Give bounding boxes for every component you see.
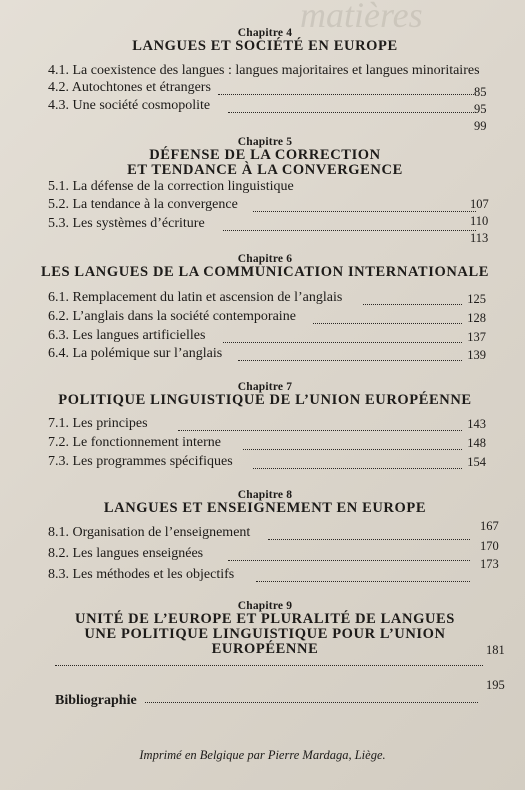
colophon: Imprimé en Belgique par Pierre Mardaga, Liège. [139, 748, 386, 762]
page-number: 139 [467, 348, 486, 362]
chapter-8-heading [40, 489, 490, 516]
chapter-number: Chapitre 8 [237, 489, 293, 501]
page-number: 85 [474, 85, 487, 99]
toc-entry-5-2[interactable] [48, 197, 486, 215]
toc-entry-8-2[interactable] [48, 546, 486, 564]
dot-leader [223, 342, 462, 343]
toc-entry-6-2[interactable] [48, 309, 486, 327]
dot-leader [253, 211, 476, 212]
page-number: 113 [470, 231, 489, 245]
chapter-title-line-2: ET TENDANCE À LA CONVERGENCE [127, 162, 403, 178]
dot-leader [145, 702, 478, 703]
entry-label: 6.1. Remplacement du latin et ascension de l’anglais [48, 290, 343, 305]
page-number: 173 [480, 557, 499, 571]
entry-label: 5.2. La tendance à la convergence [48, 197, 238, 212]
entry-label: 8.1. Organisation de l’enseignement [48, 525, 251, 540]
toc-entry-6-3[interactable] [48, 328, 486, 346]
page-number: 95 [474, 102, 487, 116]
toc-entry-4-2[interactable] [48, 80, 486, 98]
chapter-title: POLITIQUE LINGUISTIQUE DE L’UNION EUROPÉENNE [58, 392, 472, 408]
page-number: 167 [480, 519, 499, 533]
entry-label: 5.3. Les systèmes d’écriture [48, 216, 205, 231]
chapter-6-heading [40, 253, 490, 280]
page-number: 148 [467, 436, 486, 450]
page-number: 137 [467, 330, 486, 344]
toc-entry-chapter-9[interactable] [55, 651, 483, 669]
toc-entry-6-1[interactable] [48, 290, 486, 308]
entry-label: 4.1. La coexistence des langues : langues majoritaires et langues minoritaires [48, 63, 480, 78]
dot-leader [313, 323, 462, 324]
toc-entry-8-3[interactable] [48, 567, 486, 585]
entry-label: 7.1. Les principes [48, 416, 148, 431]
chapter-number: Chapitre 6 [237, 253, 293, 265]
bleed-through-text: matières [300, 0, 423, 35]
chapter-number: Chapitre 7 [237, 381, 293, 393]
entry-label: 7.3. Les programmes spécifiques [48, 454, 233, 469]
chapter-title-line-1: UNITÉ DE L’EUROPE ET PLURALITÉ DE LANGUES [75, 611, 455, 627]
dot-leader [55, 665, 483, 666]
dot-leader [228, 112, 476, 113]
toc-entry-4-3[interactable] [48, 98, 486, 116]
toc-entry-5-1[interactable] [48, 179, 486, 197]
chapter-7-heading [40, 381, 490, 408]
toc-entry-7-2[interactable] [48, 435, 486, 453]
dot-leader [268, 539, 470, 540]
toc-entry-7-1[interactable] [48, 416, 486, 434]
page-number: 99 [474, 119, 487, 133]
dot-leader [218, 94, 476, 95]
page-number: 154 [467, 455, 486, 469]
entry-label: 8.3. Les méthodes et les objectifs [48, 567, 235, 582]
toc-entry-6-4[interactable] [48, 346, 486, 364]
entry-label: 4.3. Une société cosmopolite [48, 98, 211, 113]
page-number: 110 [470, 214, 489, 228]
dot-leader [253, 468, 462, 469]
toc-entry-4-1[interactable] [48, 63, 486, 81]
bibliography-leader-row [145, 688, 478, 706]
toc-entry-7-3[interactable] [48, 454, 486, 472]
dot-leader [256, 581, 470, 582]
chapter-5-heading [40, 136, 490, 178]
dot-leader [178, 430, 462, 431]
toc-entry-5-3[interactable] [48, 214, 489, 234]
chapter-number: Chapitre 9 [237, 600, 293, 612]
chapter-title-line-1: DÉFENSE DE LA CORRECTION [149, 147, 381, 163]
chapter-title: LANGUES ET SOCIÉTÉ EN EUROPE [132, 38, 398, 54]
page-number: 107 [470, 197, 489, 211]
dot-leader [363, 304, 462, 305]
dot-leader [228, 560, 470, 561]
page-number: 128 [467, 311, 486, 325]
entry-label: 6.4. La polémique sur l’anglais [48, 346, 223, 361]
entry-label: 7.2. Le fonctionnement interne [48, 435, 221, 450]
dot-leader [238, 360, 462, 361]
page-number: 143 [467, 417, 486, 431]
page-number: 195 [486, 678, 505, 692]
page-number: 170 [480, 539, 499, 553]
chapter-9-heading [40, 600, 490, 657]
entry-label: 6.2. L’anglais dans la société contemporaine [48, 309, 296, 324]
chapter-number: Chapitre 5 [237, 136, 293, 148]
bibliography-entry[interactable]: Bibliographie [55, 693, 137, 708]
toc-entry-8-1[interactable] [48, 525, 486, 543]
entry-label: 8.2. Les langues enseignées [48, 546, 204, 561]
page-number: 181 [486, 643, 505, 657]
chapter-title: LES LANGUES DE LA COMMUNICATION INTERNATIONALE [40, 264, 490, 280]
entry-label: 6.3. Les langues artificielles [48, 328, 206, 343]
page-number: 125 [467, 292, 486, 306]
chapter-4-heading [40, 27, 490, 54]
dot-leader [243, 449, 462, 450]
chapter-title: LANGUES ET ENSEIGNEMENT EN EUROPE [103, 500, 427, 516]
chapter-number: Chapitre 4 [237, 27, 293, 39]
dot-leader [223, 230, 476, 231]
entry-label: 4.2. Autochtones et étrangers [48, 80, 211, 95]
entry-label: 5.1. La défense de la correction linguistique [48, 179, 294, 194]
chapter-title-line-2: UNE POLITIQUE LINGUISTIQUE POUR L’UNION EUROPÉENNE [84, 626, 446, 657]
